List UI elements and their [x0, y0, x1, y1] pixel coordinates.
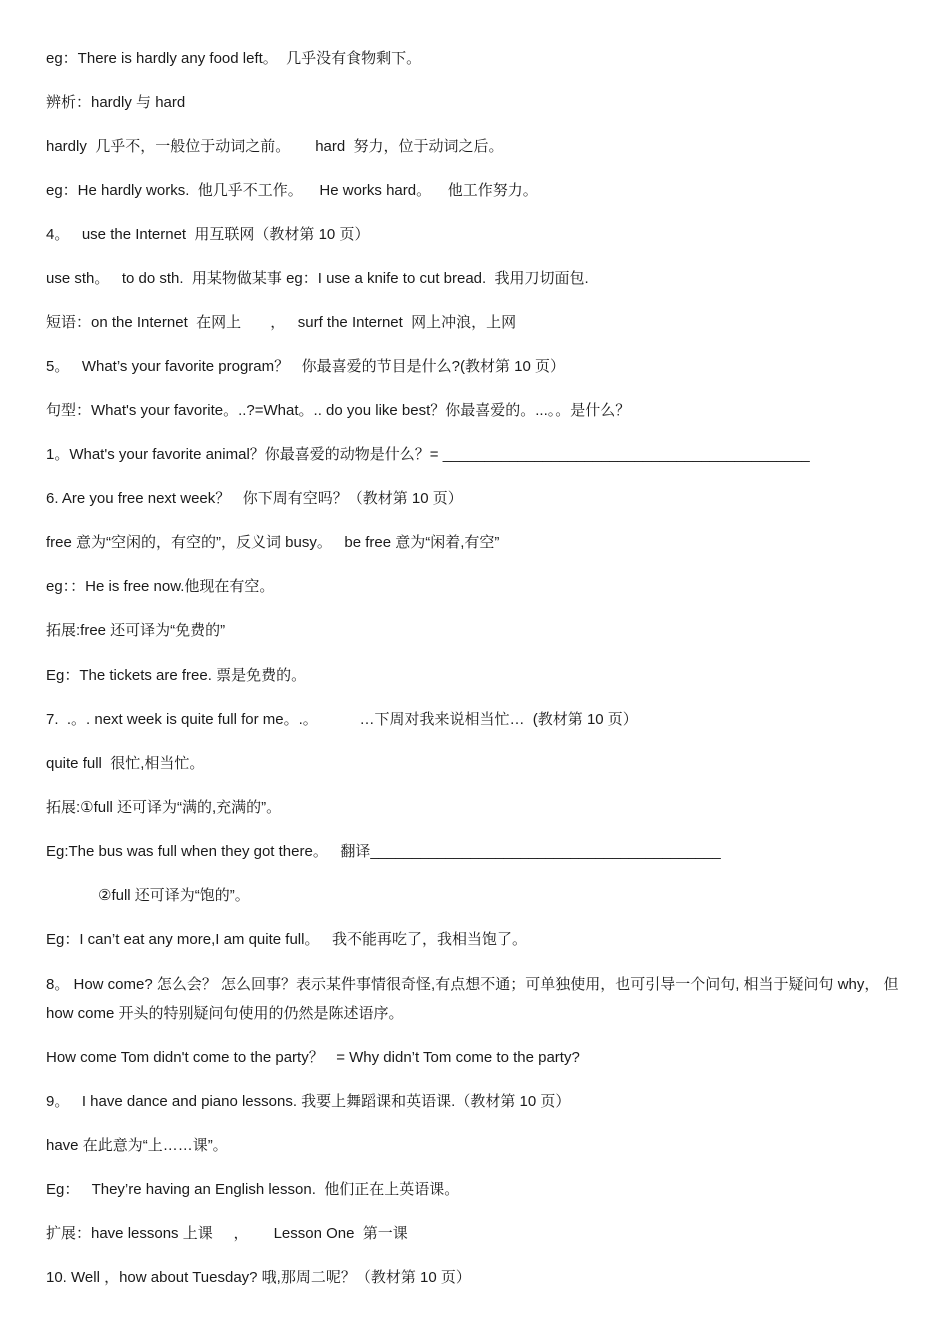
text-line: 短语：on the Internet 在网上 ， surf the Internet 网上冲浪，上网 [46, 314, 517, 331]
text-line: Eg:The bus was full when they got there。 翻译__________________________________________ [46, 843, 721, 860]
text-line: Eg：I can’t eat any more,I am quite full。 我不能再吃了，我相当饱了。 [46, 931, 527, 948]
text-line: 10. Well ，how about Tuesday? 哦,那周二呢？（教材第 10 页） [46, 1269, 471, 1286]
text-line: How come Tom didn't come to the party？ = Why didn’t Tom come to the party? [46, 1049, 580, 1066]
text-line: 扩展：have lessons 上课 ， Lesson One 第一课 [46, 1225, 408, 1242]
text-line: ②full 还可译为“饱的”。 [98, 887, 250, 904]
text-line: hardly 几乎不，一般位于动词之前。 hard 努力，位于动词之后。 [46, 138, 504, 155]
text-line: eg：：He is free now.他现在有空。 [46, 578, 275, 595]
text-line: eg：There is hardly any food left。 几乎没有食物剩下。 [46, 50, 422, 67]
text-line: 辨析：hardly 与 hard [46, 94, 186, 111]
text-line: use sth。 to do sth. 用某物做某事 eg：I use a knife to cut bread. 我用刀切面包. [46, 270, 589, 287]
text-line: 拓展:①full 还可译为“满的,充满的”。 [46, 799, 282, 816]
text-line: have 在此意为“上……课”。 [46, 1137, 228, 1154]
text-line: quite full 很忙,相当忙。 [46, 755, 205, 772]
text-line: 5。 What’s your favorite program？ 你最喜爱的节目是什么?(教材第 10 页） [46, 358, 566, 375]
text-line: 句型：What's your favorite。..?=What。.. do you like best？你最喜爱的。...。。是什么？ [46, 402, 631, 419]
text-line: 1。What's your favorite animal？你最喜爱的动物是什么？= ____________________________________________ [46, 446, 810, 463]
text-line: 9。 I have dance and piano lessons. 我要上舞蹈课和英语课.（教材第 10 页） [46, 1093, 571, 1110]
text-line: Eg：The tickets are free. 票是免费的。 [46, 667, 307, 684]
text-line: free 意为“空闲的，有空的”，反义词 busy。 be free 意为“闲着,有空” [46, 534, 500, 551]
text-paragraph: 8。 How come? 怎么会？ 怎么回事？表示某件事情很奇怪,有点想不通；可单独使用，也可引导一个问句, 相当于疑问句 why， 但 how come 开头的特别疑问句使用的仍然是陈述语序。 [46, 976, 899, 1022]
text-line: Eg： They’re having an English lesson. 他们正在上英语课。 [46, 1181, 460, 1198]
text-line: 7. .。. next week is quite full for me。.。 …下周对我来说相当忙… (教材第 10 页） [46, 711, 638, 728]
text-line: 拓展:free 还可译为“免费的” [46, 622, 226, 639]
text-line: 4。 use the Internet 用互联网（教材第 10 页） [46, 226, 370, 243]
text-line: 6. Are you free next week？ 你下周有空吗？（教材第 10 页） [46, 490, 463, 507]
text-line: eg：He hardly works. 他几乎不工作。 He works hard。 他工作努力。 [46, 182, 538, 199]
